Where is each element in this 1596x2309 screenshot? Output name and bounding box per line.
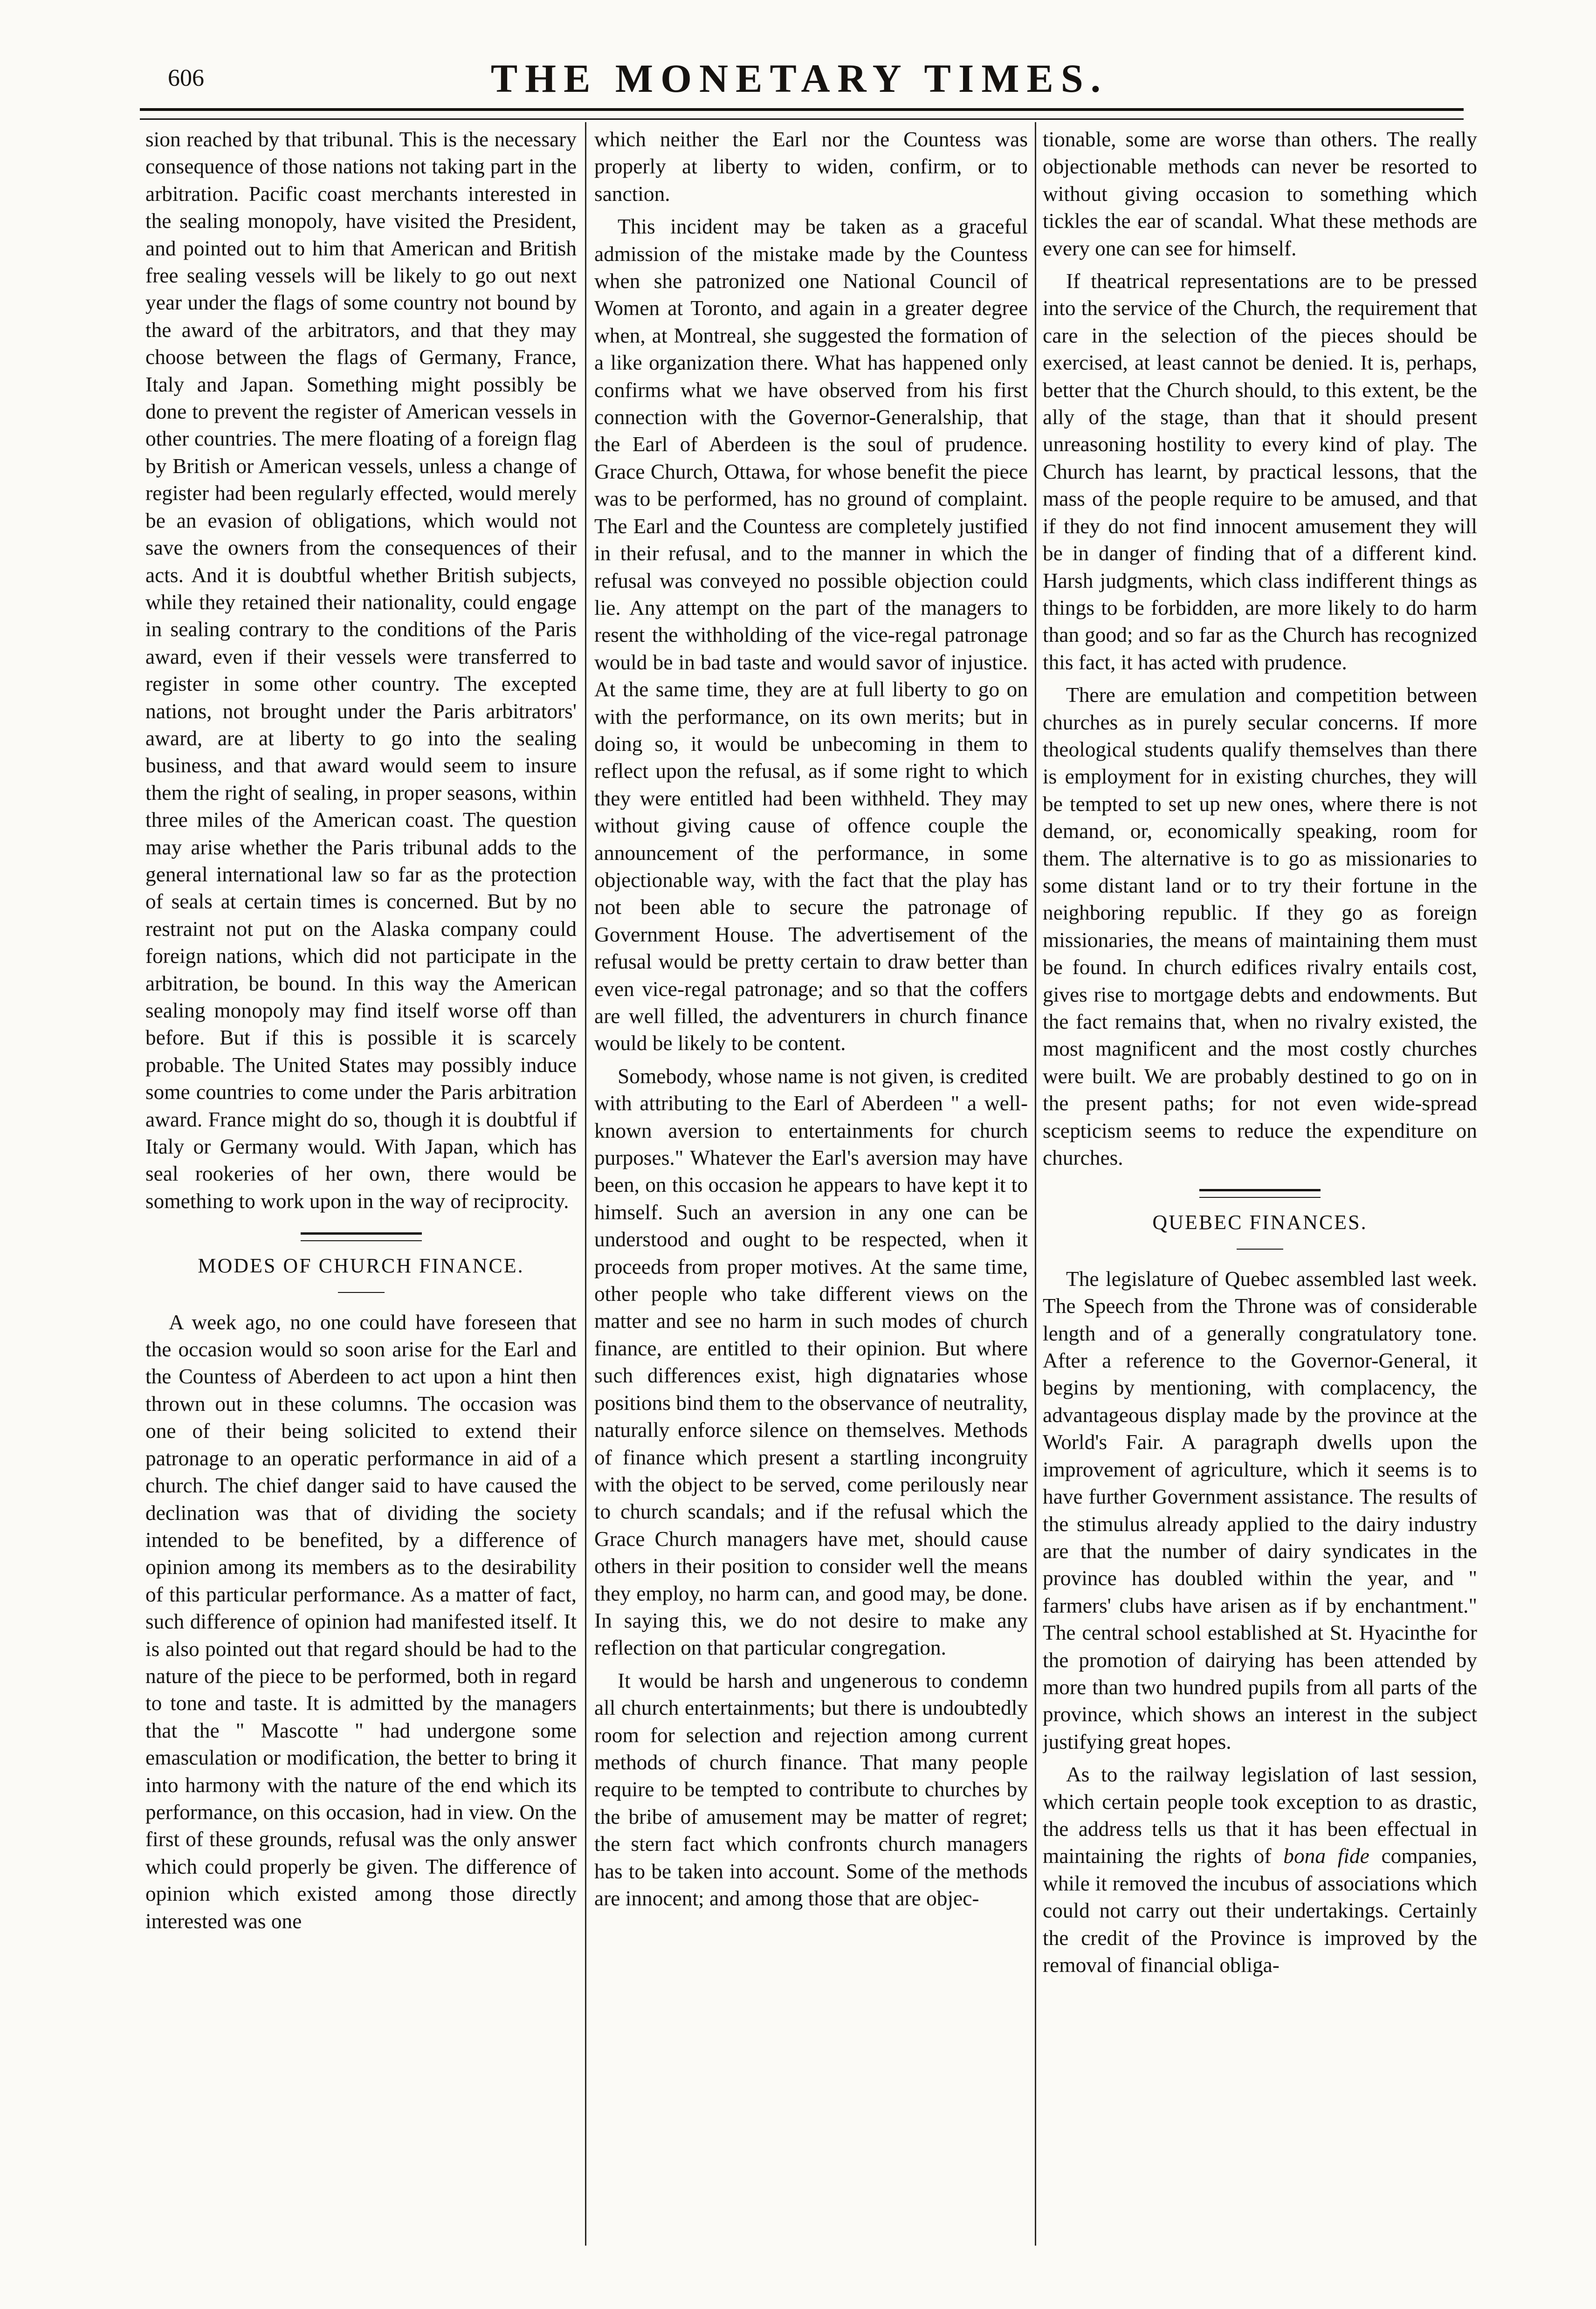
column-divider-1 bbox=[585, 122, 586, 2246]
article-paragraph bbox=[1043, 1761, 1477, 1979]
article-paragraph: If theatrical representations are to be pressed into the service of the Church, the requirement that care in the selection of the pieces should be exercised, at least cannot be denied. It is, perhaps, better that the Church should, to this extent, be the ally of the stage, than that it should present unreasoning hostility to every kind of play. The Church has learnt, by practical lessons, that the mass of the people require to be amused, and that if they do not find innocent amusement they will be in danger of finding that of a different kind. Harsh judgments, which class indifferent things as things to be forbidden, are more likely to do harm than good; and so far as the Church has recognized this fact, it has acted with prudence. bbox=[1043, 269, 1477, 674]
section-divider bbox=[1199, 1189, 1321, 1198]
paragraph-text: companies, while it removed the incubus of associations which could not carry out their undertakings. Certainly the credit of the Province is improved by the removal of financial obliga- bbox=[1043, 1844, 1477, 1977]
section-heading-church-finance: MODES OF CHURCH FINANCE. bbox=[198, 1254, 524, 1278]
masthead-title: THE MONETARY TIMES. bbox=[490, 56, 1108, 101]
article-paragraph: A week ago, no one could have foreseen that the occasion would so soon arise for the Earl and the Countess of Aberdeen to act upon a hint then thrown out in these columns. The occasion was one of their being solicited to extend their patronage to an operatic performance in aid of a church. The chief danger said to have caused the declination was that of dividing the society intended to be benefited, by a difference of opinion among its members as to the desirability of this particular performance. As a matter of fact, such difference of opinion had manifested itself. It is also pointed out that regard should be had to the nature of the piece to be performed, both in regard to tone and taste. It is admitted by the managers that the " Mascotte " had undergone some emasculation or modification, the better to bring it into harmony with the nature of the end which its performance, on this occasion, had in view. On the first of these grounds, refusal was the only answer which could properly be given. The difference of opinion which existed among those directly interested was one bbox=[145, 1310, 577, 1933]
article-paragraph: This incident may be taken as a graceful admission of the mistake made by the Countess when she patronized one National Council of Women at Toronto, and again in a greater degree when, at Montreal, she suggested the formation of a like organization there. What has happened only confirms what we have observed from his first connection with the Governor-Generalship, that the Earl of Aberdeen is the soul of prudence. Grace Church, Ottawa, for whose benefit the piece was to be performed, has no ground of complaint. The Earl and the Countess are completely justified in their refusal, and to the manner in which the refusal was conveyed no possible objection could lie. Any attempt on the part of the managers to resent the withholding of the vice-regal patronage would be in bad taste and would savor of injustice. At the same time, they are at full liberty to go on with the performance, on its own merits; but in doing so, it would be unbecoming in them to reflect upon the refusal, as if some right to which they were entitled had been withheld. They may without giving cause of offence couple the announcement of the performance, in some objectionable way, with the fact that the play has not been able to secure the patronage of Government House. The advertisement of the refusal would be pretty certain to draw better than even vice-regal patronage; and so that the coffers are well filled, the adventurers in church finance would be likely to be content. bbox=[594, 215, 1028, 1055]
article-paragraph: It would be harsh and ungenerous to condemn all church entertainments; but there is undoubtedly room for selection and rejection among current methods of church finance. That many people require to be tempted to contribute to churches by the bribe of amusement may be matter of regret; the stern fact which confronts church managers has to be taken into account. Some of the methods are innocent; and among those that are objec- bbox=[594, 1669, 1028, 1910]
page-header bbox=[140, 55, 1459, 111]
column-2 bbox=[594, 126, 1028, 2242]
paragraph-text: As to the railway legislation of last session, which certain people took exception to as drastic, the address tells us that it has been effectual in maintaining the rights of bbox=[1043, 1763, 1477, 1868]
article-paragraph: The legislature of Quebec assembled last week. The Speech from the Throne was of considerable length and of a generally congratulatory tone. After a reference to the Governor-General, it begins by mentioning, with complacency, the advantageous display made by the province at the World's Fair. A paragraph dwells upon the improvement of agriculture, which it seems is to have further Government assistance. The results of the stimulus already applied to the dairy industry are that the number of dairy syndicates in the province has doubled within the year, and " farmers' clubs have arisen as if by enchantment." The central school established at St. Hyacinthe for the promotion of dairying has been attended by more than two hundred pupils from all parts of the province, which shows an interest in the subject justifying great hopes. bbox=[1043, 1267, 1477, 1753]
heading-underline bbox=[338, 1292, 385, 1293]
article-paragraph: sion reached by that tribunal. This is the necessary consequence of those nations not taking part in the arbitration. Pacific coast merchants interested in the sealing monopoly, have visited the President, and pointed out to him that American and British free sealing vessels will be likely to go out next year under the flags of some country not bound by the award of the arbitrators, and that they may choose between the flags of Germany, France, Italy and Japan. Something might possibly be done to prevent the register of American vessels in other countries. The mere floating of a foreign flag by British or American vessels, unless a change of register had been regularly effected, would merely be an evasion of obligations, which would not save the owners from the consequences of their acts. And it is doubtful whether British subjects, while they retained their nationality, could engage in sealing contrary to the conditions of the Paris award, even if their vessels were transferred to register in some other country. The excepted nations, not brought under the Paris arbitrators' award, are at liberty to go into the sealing business, and that award would seem to insure them the right of sealing, in proper seasons, within three miles of the American coast. The question may arise whether the Paris tribunal adds to the general international law so far as the protection of seals at certain times is concerned. But by no restraint not put on the Alaska company could foreign nations, which did not participate in the arbitration, be bound. In this way the American sealing monopoly may find itself worse off than before. But if this is possible it is scarcely probable. The United States may possibly induce some countries to come under the Paris arbitration award. France might do so, though it is doubtful if Italy or Germany would. With Japan, which has seal rookeries of her own, there would be something to work upon in the way of reciprocity. bbox=[145, 128, 577, 1213]
column-1 bbox=[145, 126, 577, 2242]
article-paragraph: There are emulation and competition between churches as in purely secular concerns. If more theological students qualify themselves than there is employment for in existing churches, they will be tempted to set up new ones, where there is not demand, or, economically speaking, room for them. The alternative is to go as missionaries to some distant land or to try their fortune in the neighboring republic. If they go as foreign missionaries, the means of maintaining them must be found. In church edifices rivalry entails cost, gives rise to mortgage debts and endowments. But the fact remains that, when no rivalry existed, the most magnificent and the most costly churches were built. We are probably destined to go on in the present paths; for not even wide-spread scepticism seems to reduce the expenditure on churches. bbox=[1043, 683, 1477, 1170]
article-paragraph: Somebody, whose name is not given, is credited with attributing to the Earl of Aberdeen " a well-known aversion to entertainments for church purposes." Whatever the Earl's aversion may have been, on this occasion he appears to have kept it to himself. Such an aversion in any one can be understood and ought to be respected, when it proceeds from proper motives. At the same time, other people who take different views on the matter and see no harm in such modes of church finance, are entitled to their opinion. But where such differences exist, high dignataries whose positions bind them to the observance of neutrality, naturally enforce silence on themselves. Methods of finance which present a startling incongruity with the object to be served, come perilously near to church scandals; and if the refusal which the Grace Church managers have met, should cause others in their position to consider well the means they employ, no harm can, and good may, be done. In saying this, we do not desire to make any reflection on that particular congregation. bbox=[594, 1064, 1028, 1660]
article-paragraph: tionable, some are worse than others. The really objectionable methods can never be resorted to without giving occasion to something which tickles the ear of scandal. What these methods are every one can see for himself. bbox=[1043, 128, 1477, 260]
column-divider-2 bbox=[1035, 122, 1036, 2246]
page-number: 606 bbox=[168, 65, 204, 91]
header-double-rule bbox=[140, 108, 1464, 120]
column-3 bbox=[1043, 126, 1477, 2242]
article-paragraph: which neither the Earl nor the Countess was properly at liberty to widen, confirm, or to sanction. bbox=[594, 128, 1028, 206]
italic-phrase: bona fide bbox=[1283, 1844, 1369, 1868]
section-divider bbox=[301, 1232, 422, 1241]
section-heading-quebec-finances: QUEBEC FINANCES. bbox=[1152, 1211, 1368, 1234]
heading-underline bbox=[1237, 1249, 1283, 1250]
